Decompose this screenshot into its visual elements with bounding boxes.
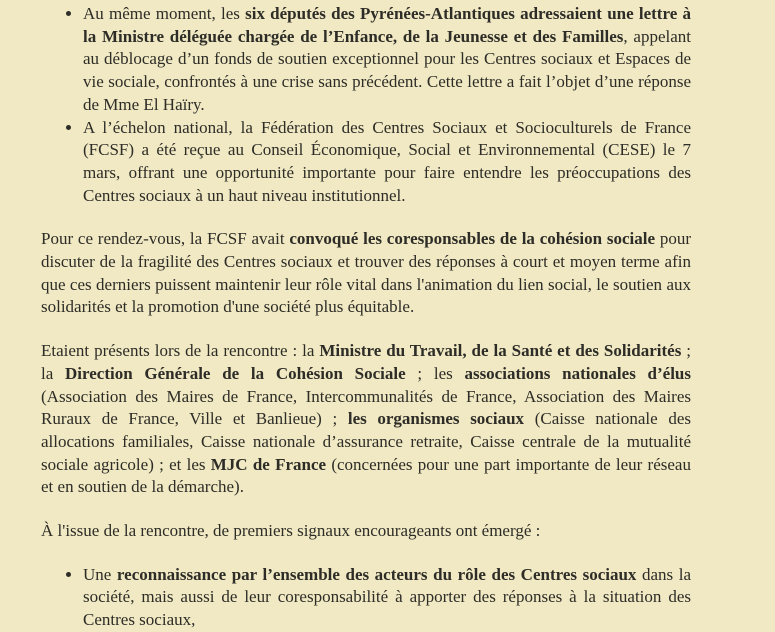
text-segment: les organismes sociaux <box>347 409 525 429</box>
text-segment: (Association des Maires de France, Intercommunalités de France, Association des Maires Ruraux de France, Ville et Banlieue) ; <box>41 386 691 429</box>
text-segment: (Caisse nationale des allocations familiales, Caisse nationale d’assurance retraite, Caisse centrale de la mutualité sociale agricole) ; et les <box>41 409 691 474</box>
paragraph <box>41 228 691 319</box>
text-segment: pour discuter de la fragilité des Centres sociaux et trouver des réponses à court et moyen terme afin que ces derniers puissent maintenir leur rôle vital dans l'animation du lien social, le soutien aux solidarités et la promotion d'une société plus équitable. <box>41 229 691 317</box>
text-segment: Pour ce rendez-vous, la FCSF avait <box>41 229 290 249</box>
text-segment: ; la <box>41 341 691 383</box>
text-segment: ; les <box>405 363 465 383</box>
paragraph <box>41 520 691 543</box>
text-segment: Au même moment, les <box>83 4 246 23</box>
text-segment: Direction Générale de la Cohésion Sociale <box>65 363 406 383</box>
text-segment: (concernées pour une part importante de leur réseau et en soutien de la démarche). <box>41 454 691 497</box>
paragraph <box>41 340 691 499</box>
bullet-list <box>41 564 691 632</box>
text-segment: dans la société, mais aussi de leur coresponsabilité à apporter des réponses à la situation des Centres sociaux, <box>83 564 691 630</box>
text-segment: Ministre du Travail, de la Santé et des Solidarités <box>319 341 682 361</box>
text-segment: convoqué les coresponsables de la cohésion sociale <box>289 229 656 249</box>
text-segment: Une <box>83 564 117 584</box>
bullet-list <box>41 3 691 207</box>
text-segment: Etaient présents lors de la rencontre : la <box>41 341 320 361</box>
list-item <box>83 564 691 632</box>
text-segment: , appelant au déblocage d’un fonds de soutien exceptionnel pour les Centres sociaux et Espaces de vie sociale, confrontés à une crise sans précédent. Cette lettre a fait l’objet d’une réponse de Mme El Haïry. <box>83 26 692 114</box>
text-segment: A l’échelon national, la Fédération des Centres Sociaux et Socioculturels de France (FCSF) a été reçue au Conseil Économique, Social et Environnemental (CESE) le 7 mars, offrant une opportunité importante pour faire entendre les préoccupations des Centres sociaux à un haut niveau institutionnel. <box>83 117 691 205</box>
text-segment: À l'issue de la rencontre, de premiers signaux encourageants ont émergé : <box>41 521 541 541</box>
text-segment: six députés des Pyrénées-Atlantiques adressaient une lettre à la Ministre déléguée chargée de l’Enfance, de la Jeunesse et des Familles <box>83 4 691 46</box>
list-item <box>83 117 691 208</box>
text-segment: reconnaissance par l’ensemble des acteurs du rôle des Centres sociaux <box>116 564 637 584</box>
list-item <box>83 3 691 117</box>
article-content <box>41 0 691 632</box>
text-segment: MJC de France <box>210 454 327 474</box>
text-segment: associations nationales d’élus <box>464 363 691 383</box>
